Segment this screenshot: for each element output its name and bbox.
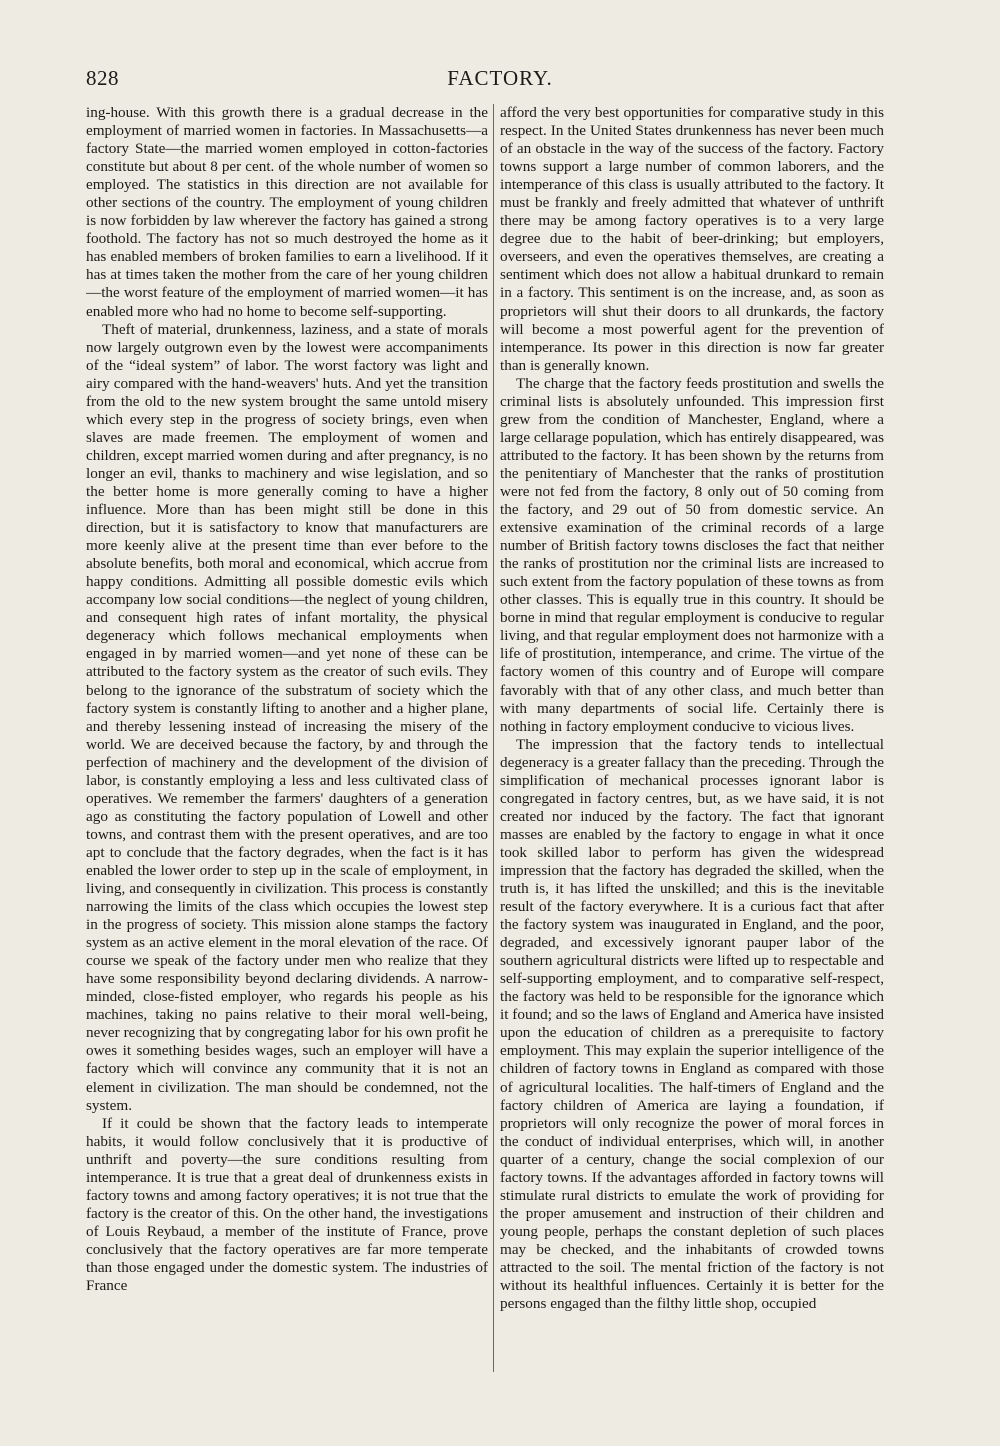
running-title: FACTORY. — [447, 66, 553, 90]
right-paragraph-1: afford the very best opportunities for comparative study in this respect. In the United States drunkenness has never been much of an obstacle in the way of the success of the factory. Factory towns support a large number of common laborers, and the intemperance of this class is usually attributed to the factory. It must be frankly and freely admitted that whatever of unthrift there may be among factory operatives is to a very large degree due to the habit of beer-drinking; but employers, overseers, and even the operatives themselves, are creating a sentiment which does not allow a habitual drunkard to remain in a factory. This sentiment is on the increase, and, as soon as proprietors will shut their doors to all drunkards, the factory will become a most powerful agent for the prevention of intemperance. Its power in this direction is now far greater than is generally known. — [500, 104, 884, 374]
left-paragraph-2: Theft of material, drunkenness, laziness, and a state of morals now largely outgrown even by the lowest were accompaniments of the “ideal system” of labor. The worst factory was light and airy compared with the hand-weavers' huts. And yet the transition from the old to the new system brought the same untold misery which every step in the progress of society brings, even when slaves are made freemen. The employment of women and children, except married women during and after pregnancy, is no longer an evil, thanks to machinery and wise legislation, and so the better home is more generally coming to have a higher influence. More than has been might still be done in this direction, but it is satisfactory to know that manufacturers are more keenly alive at the present time than ever before to the absolute benefits, both moral and economical, which accrue from happy conditions. Admitting all possible domestic evils which accompany low social conditions—the neglect of young children, and consequent high rates of infant mortality, the physical degeneracy which follows mechanical employments when engaged in by married women—and yet none of these can be attributed to the factory system as the creator of such evils. They belong to the ignorance of the substratum of society which the factory system is constantly lifting to another and a higher plane, and thereby lessening instead of increasing the misery of the world. We are deceived because the factory, by and through the perfection of machinery and the development of the division of labor, is constantly employing a less and less cultivated class of operatives. We remember the farmers' daughters of a generation ago as constituting the factory population of Lowell and other towns, and contrast them with the present operatives, and are too apt to conclude that the factory degrades, when the fact is it has enabled the lower order to step up in the scale of employment, in living, and consequently in civilization. This process is constantly narrowing the limits of the class which occupies the lowest step in the progress of society. This mission alone stamps the factory system as an active element in the moral elevation of the race. Of course we speak of the factory under men who realize that they have some responsibility beyond declaring dividends. A narrow-minded, close-fisted employer, who regards his people as his machines, taking no pains relative to their moral well-being, never recognizing that by congregating labor for his own profit he owes it something besides wages, such an employer will have a factory which will convince any community that it is not an element in civilization. The man should be condemned, not the system. — [86, 320, 488, 1114]
left-column — [86, 104, 488, 1404]
right-paragraph-3: The impression that the factory tends to intellectual degeneracy is a greater fallacy than the preceding. Through the simplification of mechanical processes ignorant labor is congregated in factory centres, but, as we have said, it is not created nor induced by the factory. The fact that ignorant masses are enabled by the factory to engage in what it once took skilled labor to perform has given the widespread impression that the factory has degraded the skilled, when the truth is, it has lifted the unskilled; and this is the inevitable result of the factory everywhere. It is a curious fact that after the factory system was inaugurated in England, and the poor, degraded, and excessively ignorant pauper labor of the southern agricultural districts were lifted up to respectable and self-supporting employment, and to comparative self-respect, the factory was held to be responsible for the ignorance which it found; and so the laws of England and America have insisted upon the education of children as a prerequisite to factory employment. This may explain the superior intelligence of the children of factory towns in England as compared with those of agricultural localities. The half-timers of England and the factory children of America are laying a foundation, if proprietors will only recognize the power of moral forces in the conduct of individual enterprises, which will, in another quarter of a century, change the social complexion of our factory towns. If the advantages afforded in factory towns will stimulate rural districts to emulate the work of providing for the proper amusement and instruction of their children and young people, perhaps the constant depletion of such places may be checked, and the inhabitants of crowded towns attracted to the soil. The mental friction of the factory is not without its healthful influences. Certainly it is better for the persons engaged than the filthy little shop, occupied — [500, 735, 884, 1313]
left-paragraph-1: ing-house. With this growth there is a gradual decrease in the employment of married women in factories. In Massachusetts—a factory State—the married women employed in cotton-factories constitute but about 8 per cent. of the whole number of women so employed. The statistics in this direction are not available for other sections of the country. The employment of young children is now forbidden by law wherever the factory has gained a strong foothold. The factory has not so much destroyed the home as it has enabled members of broken families to earn a livelihood. If it has at times taken the mother from the care of her young children—the worst feature of the employment of married women—it has enabled more who had no home to become self-supporting. — [86, 104, 488, 320]
right-paragraph-2: The charge that the factory feeds prostitution and swells the criminal lists is absolutely unfounded. This impression first grew from the condition of Manchester, England, where a large cellarage population, which has entirely disappeared, was attributed to the factory. It has been shown by the returns from the penitentiary of Manchester that the ranks of prostitution were not fed from the factory, 8 only out of 50 coming from the factory, and 29 out of 50 from domestic service. An extensive examination of the criminal records of a large number of British factory towns discloses the fact that neither the ranks of prostitution nor the criminal lists are increased to such extent from the factory population of these towns as from other classes. This is equally true in this country. It should be borne in mind that regular employment is conducive to regular living, and that regular employment does not harmonize with a life of prostitution, intemperance, and crime. The virtue of the factory women of this country and of Europe will compare favorably with that of any other class, and much better than with many departments of social life. Certainly there is nothing in factory employment conducive to vicious lives. — [500, 374, 884, 735]
right-column — [500, 104, 884, 1404]
column-divider — [493, 104, 494, 1372]
page-number: 828 — [86, 66, 119, 90]
left-paragraph-3: If it could be shown that the factory leads to intemperate habits, it would follow conclusively that it is productive of unthrift and poverty—the sure conditions resulting from intemperance. It is true that a great deal of drunkenness exists in factory towns and among factory operatives; it is not true that the factory is the creator of this. On the other hand, the investigations of Louis Reybaud, a member of the institute of France, prove conclusively that the factory operatives are far more temperate than those engaged under the domestic system. The industries of France — [86, 1114, 488, 1295]
